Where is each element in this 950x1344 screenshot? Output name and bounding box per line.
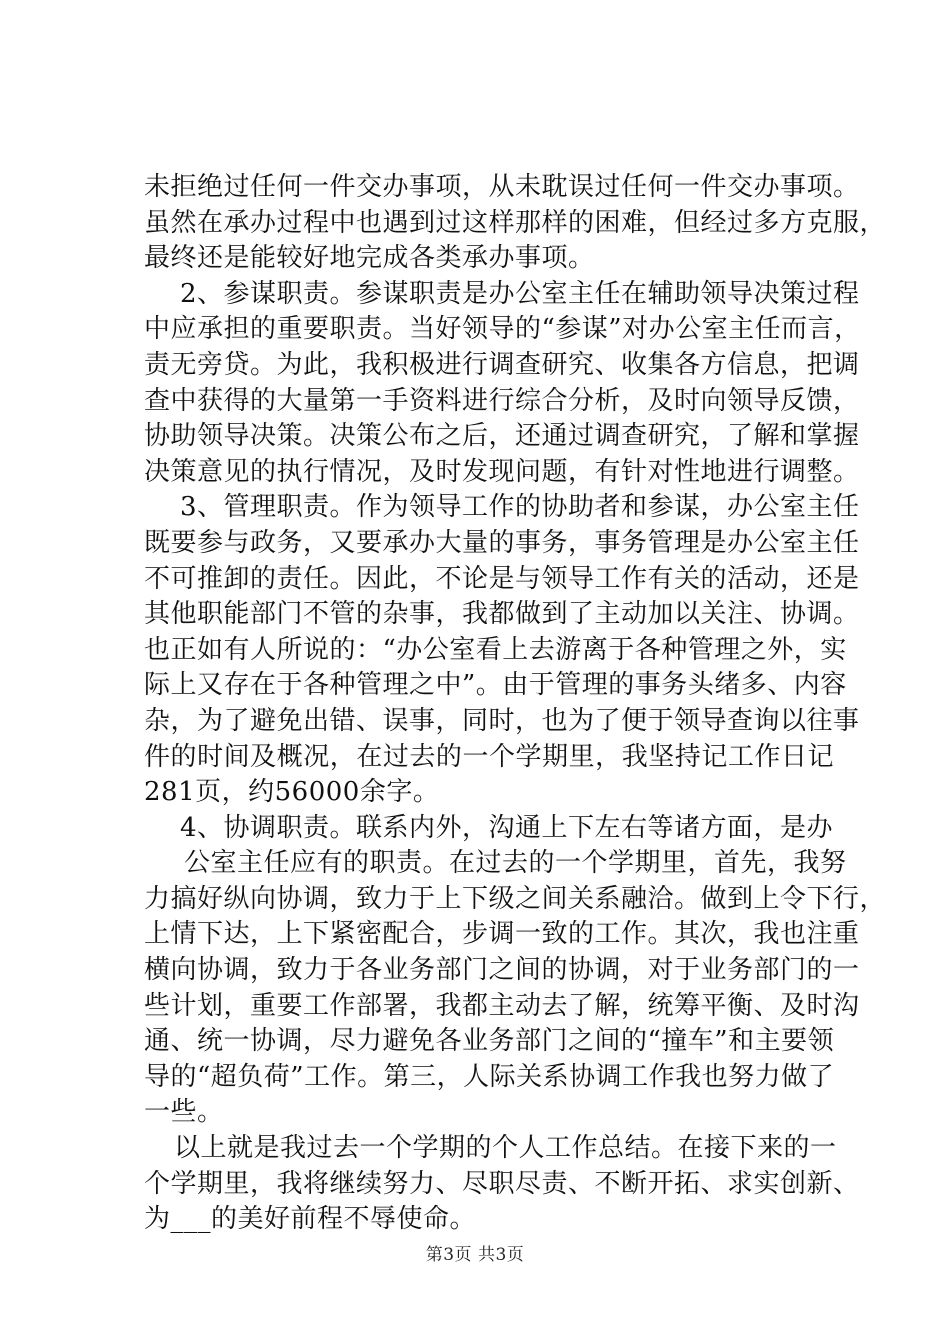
text-line: 既要参与政务，又要承办大量的事务，事务管理是办公室主任 [144,527,860,558]
text-line: 其他职能部门不管的杂事，我都做到了主动加以关注、协调。 [144,599,860,630]
text-line: 虽然在承办过程中也遇到过这样那样的困难，但经过多方克服， [144,207,887,238]
paragraph-start-line: 2、参谋职责。参谋职责是办公室主任在辅助领导决策过程 [180,278,860,309]
text-line: 281页，约56000余字。 [144,777,440,808]
text-line: 个学期里，我将继续努力、尽职尽责、不断开拓、求实创新、 [144,1168,860,1199]
text-line: 际上又存在于各种管理之中”。由于管理的事务头绪多、内容 [144,670,847,701]
text-line: 协助领导决策。决策公布之后，还通过调查研究，了解和掌握 [144,421,860,452]
text-line: 些计划，重要工作部署，我都主动去了解，统筹平衡、及时沟 [144,990,860,1021]
document-body [144,170,887,1238]
text-line: 不可推卸的责任。因此，不论是与领导工作有关的活动，还是 [144,563,860,594]
text-line: 查中获得的大量第一手资料进行综合分析，及时向领导反馈， [144,385,860,416]
text-line: 中应承担的重要职责。当好领导的“参谋”对办公室主任而言， [144,314,861,345]
paragraph-start-line: 以上就是我过去一个学期的个人工作总结。在接下来的一 [174,1133,837,1164]
text-line: 一些。 [144,1097,224,1128]
text-line: 公室主任应有的职责。在过去的一个学期里，首先，我努 [184,848,847,879]
paragraph-start-line: 3、管理职责。作为领导工作的协助者和参谋，办公室主任 [180,492,860,523]
text-line: 责无旁贷。为此，我积极进行调查研究、收集各方信息，把调 [144,349,860,380]
text-line: 通、统一协调，尽力避免各业务部门之间的“撞车”和主要领 [144,1026,835,1057]
text-line: 件的时间及概况，在过去的一个学期里，我坚持记工作日记 [144,741,834,772]
paragraph-start-line: 4、协调职责。联系内外，沟通上下左右等诸方面，是办 [180,812,834,843]
text-line: 未拒绝过任何一件交办事项，从未耽误过任何一件交办事项。 [144,172,860,202]
text-line: 最终还是能较好地完成各类承办事项。 [144,243,595,274]
text-line: 决策意见的执行情况，及时发现问题，有针对性地进行调整。 [144,456,860,487]
text-line: 为___的美好前程不辱使命。 [144,1204,477,1235]
text-line: 也正如有人所说的：“办公室看上去游离于各种管理之外，实 [144,634,847,665]
text-line: 横向协调，致力于各业务部门之间的协调，对于业务部门的一 [144,955,860,986]
text-line: 上情下达，上下紧密配合，步调一致的工作。其次，我也注重 [144,919,860,950]
text-line: 导的“超负荷”工作。第三，人际关系协调工作我也努力做了 [144,1061,835,1092]
page-number-footer: 第3页 共3页 [425,1245,525,1265]
text-line: 杂，为了避免出错、误事，同时，也为了便于领导查询以往事 [144,705,860,736]
text-line: 力搞好纵向协调，致力于上下级之间关系融洽。做到上令下行， [144,883,887,914]
